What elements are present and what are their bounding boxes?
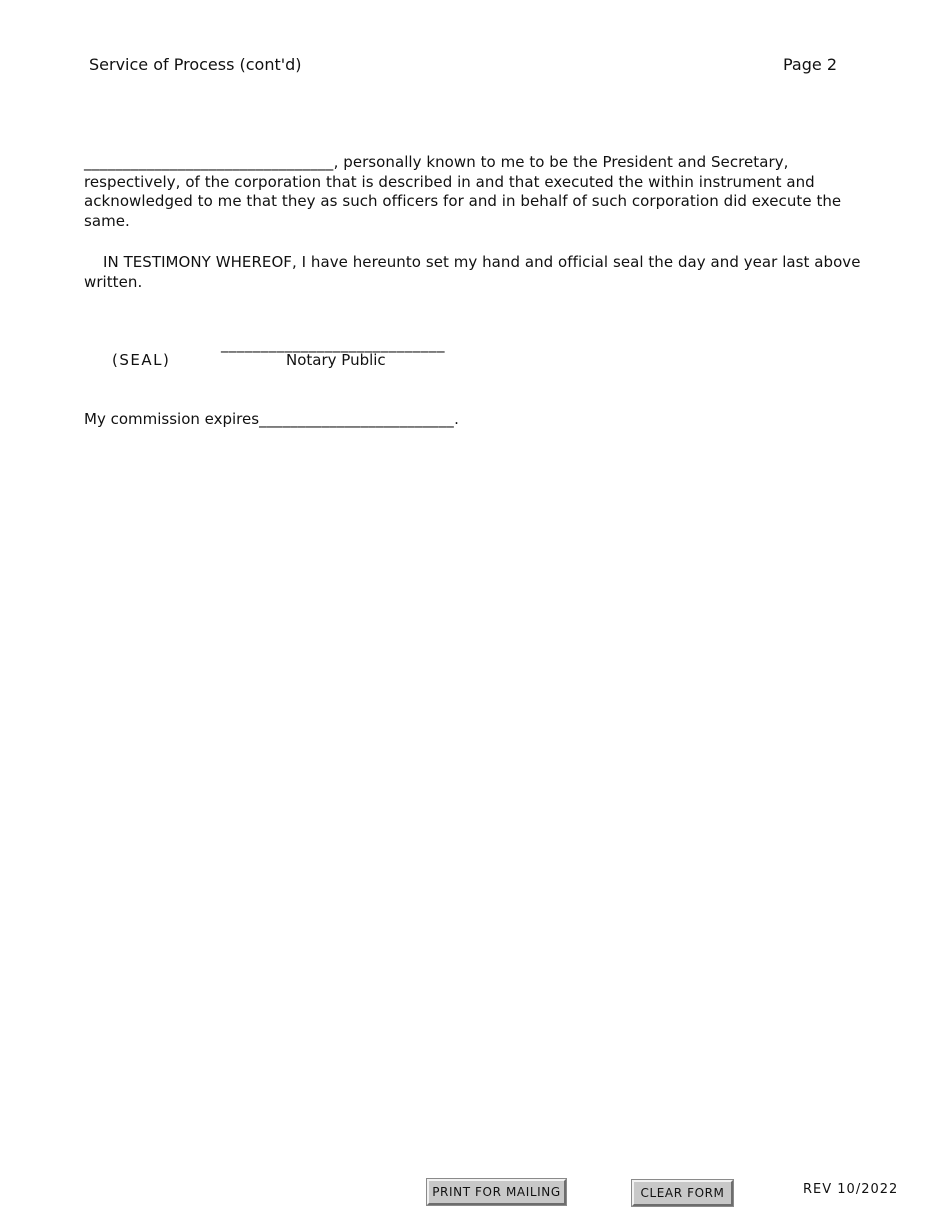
clear-form-button[interactable]: CLEAR FORM: [632, 1180, 733, 1206]
commission-label: My commission expires: [84, 410, 260, 428]
notary-signature-line: ____________________________: [221, 335, 445, 353]
page-number: Page 2: [783, 55, 837, 74]
testimony-paragraph: [84, 253, 874, 292]
acknowledgment-paragraph: [84, 153, 874, 232]
commission-date-blank: _________________________: [259, 410, 455, 428]
commission-period: .: [454, 410, 459, 428]
acknowledgment-text: , personally known to me to be the President and Secretary, respectively, of the corporation that is described in and that executed the within instrument and acknowledged to me that they as such officers for and in behalf of such corporation did execute the same.: [84, 153, 842, 231]
seal-label: (SEAL): [112, 351, 171, 369]
officer-names-blank: ________________________________: [84, 153, 334, 171]
commission-expires-line: [84, 409, 459, 429]
testimony-text: IN TESTIMONY WHEREOF, I have hereunto set my hand and official seal the day and year last above written.: [84, 253, 861, 291]
page-title: Service of Process (cont'd): [89, 55, 302, 74]
print-for-mailing-button[interactable]: PRINT FOR MAILING: [427, 1179, 566, 1205]
revision-label: REV 10/2022: [803, 1182, 899, 1197]
notary-public-label: Notary Public: [286, 351, 386, 369]
